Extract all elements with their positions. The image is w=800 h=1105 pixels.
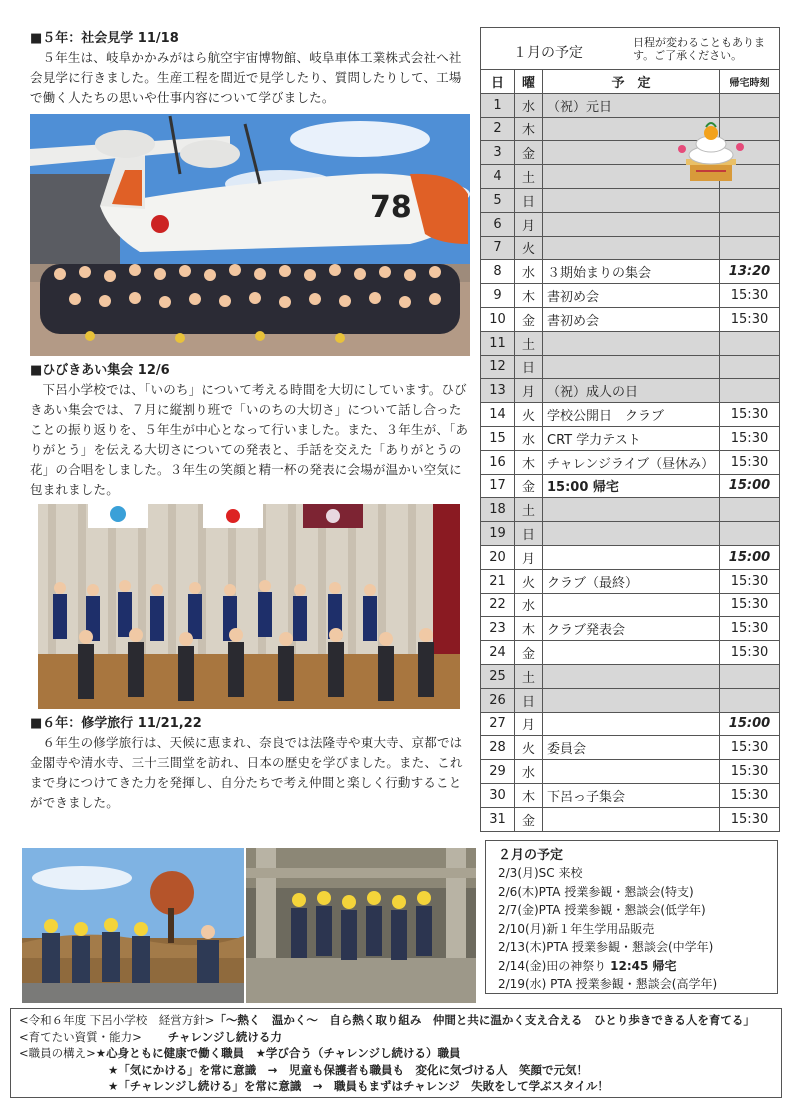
schedule-day: 8 bbox=[481, 260, 515, 284]
schedule-return-time: 15:30 bbox=[720, 403, 780, 427]
airplane-group-photo bbox=[30, 114, 470, 356]
schedule-day: 21 bbox=[481, 569, 515, 593]
policy-line-3 bbox=[19, 1045, 773, 1062]
section-body: 下呂小学校では、「いのち」について考える時間を大切にしています。ひびきあい集会では、７月に縦割り班で「いのちの大切さ」について話し合ったことの振り返りを、５年生が中心となって行いました。また、３年生が、「ありがとう」を伝える大切さについての発表と、手話を交えた「ありがとうの花」の合唱をしました。３年生の笑顔と精一杯の発表に会場が温かい空気に包まれました。 bbox=[30, 382, 469, 497]
schedule-day: 9 bbox=[481, 284, 515, 308]
schedule-weekday: 日 bbox=[515, 188, 543, 212]
schedule-row bbox=[481, 545, 780, 569]
schedule-day: 30 bbox=[481, 783, 515, 807]
schedule-weekday: 月 bbox=[515, 712, 543, 736]
schedule-return-time: 15:30 bbox=[720, 450, 780, 474]
schedule-weekday: 水 bbox=[515, 93, 543, 117]
schedule-return-time: 15:30 bbox=[720, 807, 780, 831]
february-title: ２月の予定 bbox=[498, 848, 564, 863]
schedule-return-time: 15:00 bbox=[720, 545, 780, 569]
february-item bbox=[498, 957, 765, 976]
schedule-day: 6 bbox=[481, 212, 515, 236]
schedule-event bbox=[543, 331, 720, 355]
schedule-event bbox=[543, 593, 720, 617]
schedule-day: 23 bbox=[481, 617, 515, 641]
header-day: 日 bbox=[481, 70, 515, 94]
schedule-event bbox=[543, 641, 720, 665]
february-item-text: 2/3(月)SC 来校 bbox=[498, 866, 583, 880]
schedule-event: クラブ（最終） bbox=[543, 569, 720, 593]
schedule-weekday: 金 bbox=[515, 307, 543, 331]
schedule-event bbox=[543, 760, 720, 784]
schedule-weekday: 金 bbox=[515, 474, 543, 498]
schedule-row bbox=[481, 426, 780, 450]
schedule-event bbox=[543, 236, 720, 260]
schedule-return-time: 15:30 bbox=[720, 617, 780, 641]
header-time: 帰宅時刻 bbox=[720, 70, 780, 94]
schedule-event bbox=[543, 664, 720, 688]
policy-text: チャレンジし続ける力 bbox=[167, 1029, 282, 1044]
schedule-day: 3 bbox=[481, 141, 515, 165]
february-schedule bbox=[485, 840, 778, 994]
schedule-return-time bbox=[720, 379, 780, 403]
schedule-event: チャレンジライブ（昼休み） bbox=[543, 450, 720, 474]
school-policy-box bbox=[10, 1008, 782, 1098]
schedule-row bbox=[481, 498, 780, 522]
section-body: ６年生の修学旅行は、天候に恵まれ、奈良では法隆寺や東大寺、京都では金閣寺や清水寺、三十三間堂を訪れ、日本の歴史を学びました。また、これまで身につけてきた力を発揮し、自分たちで考え仲間と楽しく行動することができました。 bbox=[30, 735, 463, 810]
schedule-row bbox=[481, 760, 780, 784]
policy-label: <育てたい資質・能力> bbox=[19, 1029, 142, 1044]
section-title: ■６年：修学旅行 11/21,22 bbox=[30, 716, 202, 731]
february-list bbox=[498, 864, 765, 994]
schedule-return-time: 15:30 bbox=[720, 569, 780, 593]
schedule-return-time: 13:20 bbox=[720, 260, 780, 284]
schedule-return-time bbox=[720, 236, 780, 260]
policy-line-2 bbox=[19, 1029, 773, 1046]
assembly-stage-photo bbox=[38, 504, 460, 709]
schedule-weekday: 水 bbox=[515, 260, 543, 284]
schedule-weekday: 火 bbox=[515, 736, 543, 760]
schedule-return-time bbox=[720, 355, 780, 379]
left-column bbox=[30, 30, 470, 813]
schedule-weekday: 土 bbox=[515, 664, 543, 688]
schedule-event: CRT 学力テスト bbox=[543, 426, 720, 450]
schedule-event bbox=[543, 807, 720, 831]
schedule-return-time: 15:00 bbox=[720, 474, 780, 498]
schedule-weekday: 月 bbox=[515, 212, 543, 236]
schedule-row bbox=[481, 688, 780, 712]
schedule-return-time: 15:30 bbox=[720, 593, 780, 617]
schedule-event: 書初め会 bbox=[543, 284, 720, 308]
schedule-row bbox=[481, 617, 780, 641]
schedule-weekday: 金 bbox=[515, 641, 543, 665]
schedule-day: 24 bbox=[481, 641, 515, 665]
schedule-return-time bbox=[720, 331, 780, 355]
schedule-day: 28 bbox=[481, 736, 515, 760]
schedule-return-time: 15:30 bbox=[720, 426, 780, 450]
schedule-day: 10 bbox=[481, 307, 515, 331]
schedule-event bbox=[543, 188, 720, 212]
schedule-row bbox=[481, 403, 780, 427]
schedule-day: 2 bbox=[481, 117, 515, 141]
february-item bbox=[498, 920, 765, 939]
schedule-day: 11 bbox=[481, 331, 515, 355]
schedule-weekday: 火 bbox=[515, 569, 543, 593]
schedule-weekday: 月 bbox=[515, 545, 543, 569]
february-item-text: 2/19(水) PTA 授業参観・懇談会(高学年) bbox=[498, 977, 718, 991]
schedule-weekday: 月 bbox=[515, 379, 543, 403]
section-body: ５年生は、岐阜かかみがはら航空宇宙博物館、岐阜車体工業株式会社へ社会見学に行きました。生産工程を間近で見学したり、質問したりして、工場で働く人たちの思いや仕事内容について学びました。 bbox=[30, 50, 462, 105]
schedule-row bbox=[481, 807, 780, 831]
schedule-row bbox=[481, 260, 780, 284]
schedule-weekday: 木 bbox=[515, 117, 543, 141]
schedule-event: クラブ発表会 bbox=[543, 617, 720, 641]
schedule-return-time: 15:30 bbox=[720, 284, 780, 308]
schedule-row bbox=[481, 712, 780, 736]
schedule-return-time: 15:30 bbox=[720, 641, 780, 665]
policy-line-5 bbox=[19, 1078, 773, 1095]
schedule-weekday: 金 bbox=[515, 141, 543, 165]
february-item-text: 2/7(金)PTA 授業参観・懇談会(低学年) bbox=[498, 903, 706, 917]
schedule-event: 書初め会 bbox=[543, 307, 720, 331]
february-item bbox=[498, 938, 765, 957]
schedule-weekday: 水 bbox=[515, 760, 543, 784]
schedule-row bbox=[481, 307, 780, 331]
schedule-return-time bbox=[720, 688, 780, 712]
policy-text: 「～熱く 温かく～ 自ら熱く取り組み 仲間と共に温かく支え合える ひとり歩きできる人を育てる」 bbox=[214, 1013, 755, 1027]
schedule-event: 委員会 bbox=[543, 736, 720, 760]
schedule-return-time: 15:00 bbox=[720, 712, 780, 736]
schedule-row bbox=[481, 736, 780, 760]
february-item-text: 2/13(木)PTA 授業参観・懇談会(中学年) bbox=[498, 940, 714, 954]
schedule-weekday: 土 bbox=[515, 498, 543, 522]
schedule-weekday: 土 bbox=[515, 165, 543, 189]
february-item-text: 2/6(木)PTA 授業参観・懇談会(特支) bbox=[498, 884, 694, 899]
february-item-text: 2/14(金)田の神祭り bbox=[498, 958, 611, 973]
schedule-return-time: 15:30 bbox=[720, 783, 780, 807]
schedule-day: 1 bbox=[481, 93, 515, 117]
schedule-event bbox=[543, 212, 720, 236]
schedule-row bbox=[481, 569, 780, 593]
schedule-day: 5 bbox=[481, 188, 515, 212]
schedule-event bbox=[543, 545, 720, 569]
schedule-weekday: 水 bbox=[515, 593, 543, 617]
schedule-day: 12 bbox=[481, 355, 515, 379]
schedule-row bbox=[481, 783, 780, 807]
policy-line-4 bbox=[19, 1062, 773, 1079]
schedule-row bbox=[481, 522, 780, 546]
schedule-title-bar bbox=[480, 27, 780, 69]
schedule-day: 16 bbox=[481, 450, 515, 474]
header-event: 予 定 bbox=[543, 70, 720, 94]
schedule-row bbox=[481, 331, 780, 355]
schedule-event bbox=[543, 355, 720, 379]
schedule-return-time bbox=[720, 93, 780, 117]
schedule-day: 7 bbox=[481, 236, 515, 260]
schedule-weekday: 木 bbox=[515, 783, 543, 807]
february-item bbox=[498, 864, 765, 883]
schedule-title: １月の予定 bbox=[513, 45, 583, 61]
section-title: ■ひびきあい集会 12/6 bbox=[30, 363, 170, 378]
schedule-return-time bbox=[720, 212, 780, 236]
trip-photo-hill bbox=[22, 848, 244, 1003]
schedule-event: ３期始まりの集会 bbox=[543, 260, 720, 284]
january-schedule bbox=[480, 27, 780, 832]
schedule-row bbox=[481, 664, 780, 688]
schedule-weekday: 火 bbox=[515, 236, 543, 260]
schedule-row bbox=[481, 355, 780, 379]
schedule-return-time bbox=[720, 664, 780, 688]
schedule-weekday: 日 bbox=[515, 522, 543, 546]
schedule-row bbox=[481, 379, 780, 403]
policy-text: ★「チャレンジし続ける」を常に意識 → 職員もまずはチャレンジ 失敗をして学ぶスタイル！ bbox=[108, 1079, 609, 1094]
section-school-trip bbox=[30, 715, 470, 813]
schedule-weekday: 木 bbox=[515, 450, 543, 474]
schedule-weekday: 日 bbox=[515, 688, 543, 712]
schedule-row bbox=[481, 236, 780, 260]
february-item-text: 2/10(月)新１年生学用品販売 bbox=[498, 921, 655, 936]
schedule-event: 下呂っ子集会 bbox=[543, 783, 720, 807]
schedule-row bbox=[481, 93, 780, 117]
section-hibikiai-assembly bbox=[30, 362, 470, 500]
policy-text: ★心身ともに健康で働く職員 ★学び合う（チャレンジし続ける）職員 bbox=[95, 1046, 461, 1061]
section-social-visit bbox=[30, 30, 470, 108]
schedule-return-time bbox=[720, 522, 780, 546]
schedule-day: 19 bbox=[481, 522, 515, 546]
schedule-day: 29 bbox=[481, 760, 515, 784]
schedule-weekday: 金 bbox=[515, 807, 543, 831]
schedule-event bbox=[543, 712, 720, 736]
schedule-weekday: 木 bbox=[515, 617, 543, 641]
schedule-weekday: 木 bbox=[515, 284, 543, 308]
february-item bbox=[498, 883, 765, 902]
schedule-day: 17 bbox=[481, 474, 515, 498]
schedule-event: （祝）元日 bbox=[543, 93, 720, 117]
february-item bbox=[498, 975, 765, 994]
schedule-header-row bbox=[481, 70, 780, 94]
schedule-row bbox=[481, 188, 780, 212]
schedule-note: 日程が変わることもあります。ご了承ください。 bbox=[633, 36, 765, 62]
schedule-weekday: 水 bbox=[515, 426, 543, 450]
schedule-return-time bbox=[720, 498, 780, 522]
section-title: ■５年：社会見学 11/18 bbox=[30, 31, 179, 46]
policy-label: <令和６年度 下呂小学校 経営方針> bbox=[19, 1013, 215, 1027]
schedule-event bbox=[543, 522, 720, 546]
schedule-weekday: 日 bbox=[515, 355, 543, 379]
schedule-day: 4 bbox=[481, 165, 515, 189]
policy-label: <職員の構え> bbox=[19, 1046, 96, 1061]
schedule-event: 学校公開日 クラブ bbox=[543, 403, 720, 427]
policy-text: ★「気にかける」を常に意識 → 児童も保護者も職員も 変化に気づける人 笑顔で元気！ bbox=[108, 1062, 588, 1077]
schedule-weekday: 火 bbox=[515, 403, 543, 427]
kagami-mochi-icon bbox=[676, 119, 746, 189]
schedule-day: 20 bbox=[481, 545, 515, 569]
schedule-day: 14 bbox=[481, 403, 515, 427]
schedule-row bbox=[481, 284, 780, 308]
plane-number: 78 bbox=[370, 190, 412, 225]
schedule-return-time: 15:30 bbox=[720, 760, 780, 784]
schedule-event: （祝）成人の日 bbox=[543, 379, 720, 403]
schedule-event bbox=[543, 688, 720, 712]
february-item bbox=[498, 901, 765, 920]
schedule-row bbox=[481, 474, 780, 498]
schedule-return-time: 15:30 bbox=[720, 307, 780, 331]
schedule-row bbox=[481, 641, 780, 665]
schedule-return-time bbox=[720, 188, 780, 212]
february-item-emphasis: 12:45 帰宅 bbox=[610, 958, 677, 973]
schedule-day: 27 bbox=[481, 712, 515, 736]
schedule-row bbox=[481, 212, 780, 236]
schedule-event: 15:00 帰宅 bbox=[543, 474, 720, 498]
schedule-weekday: 土 bbox=[515, 331, 543, 355]
schedule-day: 26 bbox=[481, 688, 515, 712]
schedule-day: 22 bbox=[481, 593, 515, 617]
schedule-return-time: 15:30 bbox=[720, 736, 780, 760]
schedule-row bbox=[481, 593, 780, 617]
schedule-day: 18 bbox=[481, 498, 515, 522]
header-weekday: 曜 bbox=[515, 70, 543, 94]
schedule-event bbox=[543, 498, 720, 522]
schedule-row bbox=[481, 450, 780, 474]
policy-line-1 bbox=[19, 1012, 773, 1029]
schedule-day: 13 bbox=[481, 379, 515, 403]
schedule-day: 25 bbox=[481, 664, 515, 688]
trip-photo-shrine bbox=[246, 848, 476, 1003]
schedule-day: 31 bbox=[481, 807, 515, 831]
schedule-day: 15 bbox=[481, 426, 515, 450]
